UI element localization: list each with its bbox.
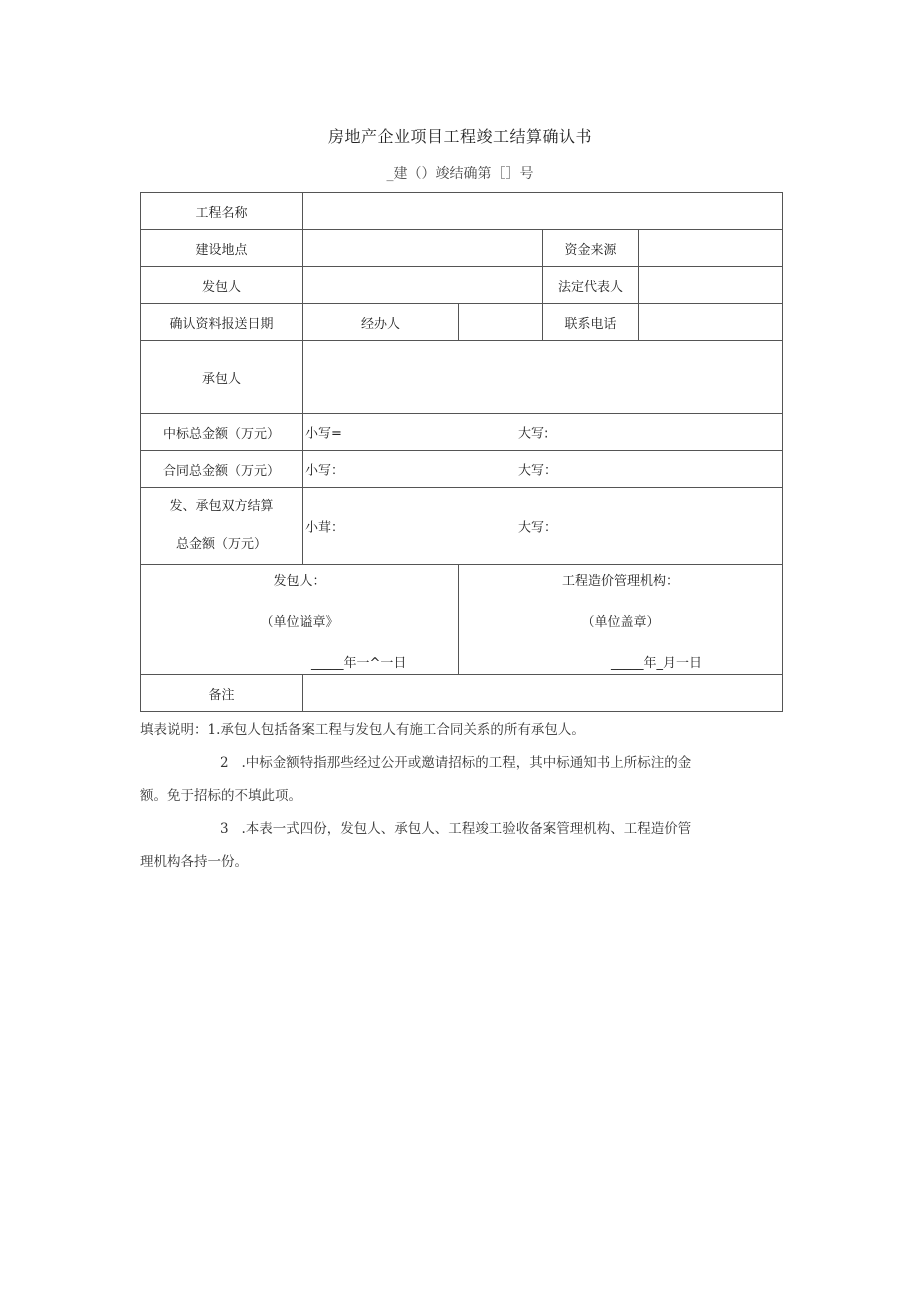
client-sign-date: _____年一^一日 [311, 656, 407, 671]
client-signature-cell[interactable] [141, 565, 459, 675]
handler-label: 经办人 [303, 304, 459, 341]
cost-agency-seal-label: （单位盖章） [581, 615, 660, 630]
bid-amount-label: 中标总金额（万元） [141, 414, 303, 451]
row-settle-amount [141, 488, 783, 565]
fund-source-label: 资金来源 [543, 230, 639, 267]
document-number: _建（）竣结确第［］号 [386, 166, 534, 182]
phone-field[interactable] [639, 304, 783, 341]
note-item-3 [140, 813, 740, 846]
cost-agency-sign-date: _____年_月一日 [611, 656, 703, 671]
project-name-label: 工程名称 [141, 193, 303, 230]
settle-amount-label-line1: 发、承包双方结算 [169, 499, 274, 514]
settle-amount-small: 小茸： [305, 520, 345, 536]
site-label: 建设地点 [141, 230, 303, 267]
note-item-3-text: .本表一式四份，发包人、承包人、工程竣工验收备案管理机构、工程造价管 [241, 821, 692, 837]
remarks-field[interactable] [303, 675, 783, 712]
note-item-2-continued: 额。免于招标的不填此项。 [140, 788, 302, 804]
client-signature-label: 发包人： [273, 574, 326, 589]
submit-date-label: 确认资料报送日期 [141, 304, 303, 341]
contractor-label: 承包人 [141, 341, 303, 414]
row-contractor [141, 341, 783, 414]
note-item-3-continued: 理机构各持一份。 [140, 854, 248, 870]
row-client [141, 267, 783, 304]
row-signatures [141, 565, 783, 675]
row-remarks [141, 675, 783, 712]
row-contract-amount [141, 451, 783, 488]
settle-amount-label-line2: 总金额（万元） [175, 537, 267, 552]
legal-rep-field[interactable] [639, 267, 783, 304]
contract-amount-big: 大写： [518, 463, 558, 479]
project-name-field[interactable] [303, 193, 783, 230]
note-item-2-number: 2 [220, 755, 229, 771]
contract-amount-small: 小写： [305, 463, 345, 479]
settlement-form-table [140, 192, 783, 712]
remarks-label: 备注 [141, 675, 303, 712]
client-field[interactable] [303, 267, 543, 304]
fund-source-field[interactable] [639, 230, 783, 267]
cost-agency-signature-cell[interactable] [459, 565, 783, 675]
site-field[interactable] [303, 230, 543, 267]
row-project-name [141, 193, 783, 230]
note-item-3-number: 3 [220, 821, 229, 837]
bid-amount-small: 小写= [305, 426, 342, 442]
contract-amount-label: 合同总金额（万元） [141, 451, 303, 488]
note-item-2 [140, 747, 740, 780]
client-label: 发包人 [141, 267, 303, 304]
settle-amount-field[interactable] [303, 488, 783, 565]
page-title: 房地产企业项目工程竣工结算确认书 [327, 127, 592, 146]
phone-label: 联系电话 [543, 304, 639, 341]
bid-amount-big: 大写: [518, 426, 549, 442]
handler-field[interactable] [459, 304, 543, 341]
contract-amount-field[interactable] [303, 451, 783, 488]
row-bid-amount [141, 414, 783, 451]
row-submit-date [141, 304, 783, 341]
bid-amount-field[interactable] [303, 414, 783, 451]
client-seal-label: （单位谥章》 [260, 615, 339, 630]
legal-rep-label: 法定代表人 [543, 267, 639, 304]
fill-instructions [140, 714, 740, 879]
note-line-1: 填表说明：1.承包人包括备案工程与发包人有施工合同关系的所有承包人。 [140, 722, 585, 738]
row-site [141, 230, 783, 267]
note-item-2-text: .中标金额特指那些经过公开或邀请招标的工程，其中标通知书上所标注的金 [241, 755, 692, 771]
settle-amount-label [141, 488, 303, 565]
contractor-field[interactable] [303, 341, 783, 414]
cost-agency-signature-label: 工程造价管理机构： [561, 574, 679, 589]
settle-amount-big: 大写： [518, 520, 558, 536]
